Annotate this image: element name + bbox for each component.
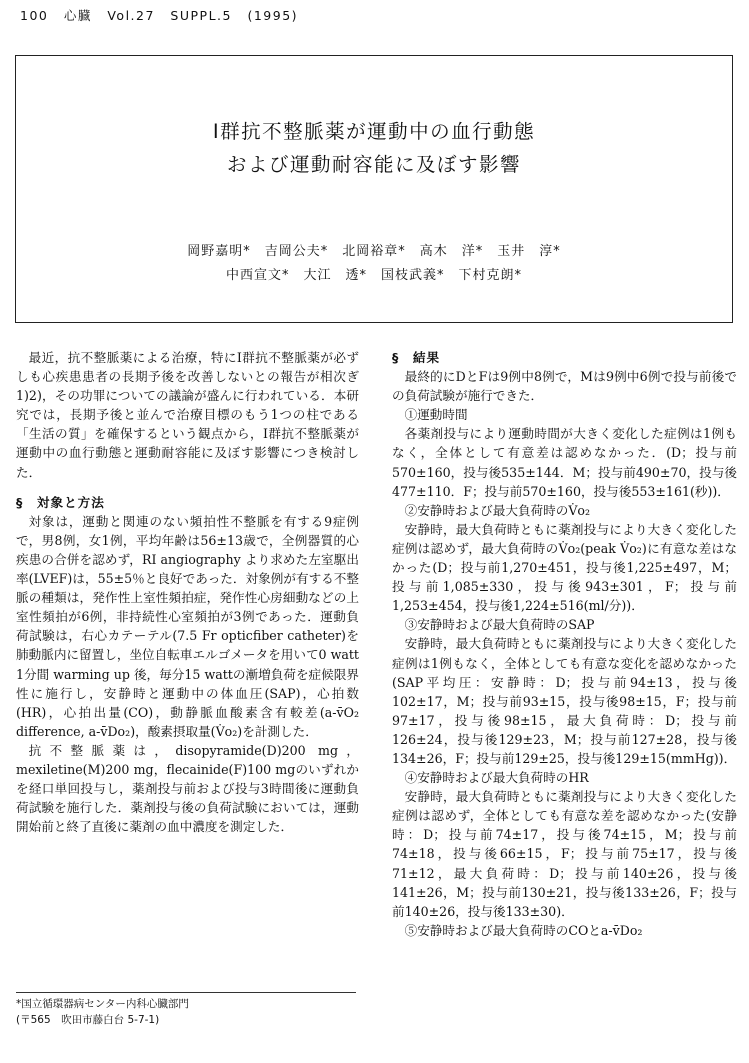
- methods-paragraph-2: 抗不整脈薬は，disopyramide(D)200 mg，mexiletine(M)200 mg，flecainide(F)100 mgのいずれかを経口単回投与し，薬剤投与前および投与3時間後に運動負荷試験を施行した．薬剤投与後の負荷試験においては，運動開始前と終了直後に薬剤の血中濃度を測定した．: [16, 742, 359, 835]
- vo2-text: 安静時，最大負荷時ともに薬剤投与により大きく変化した症例は認めず，最大負荷時のV̇o₂(peak V̇o₂)に有意な差はなかった(D；投与前1,270±451，投与後1,225±497，M；投与前1,085±330，投与後943±301，F；投与前1,253±454，投与後1,224±516(ml/分))．: [392, 521, 737, 614]
- subheading-exercise-time: ①運動時間: [404, 407, 468, 423]
- running-header: [20, 6, 308, 24]
- footnote-affiliation: *国立循環器病センター内科心臓部門: [16, 998, 189, 1010]
- page-number: 100: [20, 8, 49, 23]
- title-line-1: Ⅰ群抗不整脈薬が運動中の血行動態: [212, 120, 536, 143]
- journal-supplement: SUPPL.5: [170, 8, 232, 23]
- right-column: [392, 348, 737, 940]
- footnote-rule: [16, 992, 356, 993]
- results-heading: § 結果: [392, 350, 441, 365]
- subheading-hr: ④安静時および最大負荷時のHR: [404, 770, 589, 786]
- left-column: [16, 348, 359, 836]
- intro-paragraph: 最近，抗不整脈薬による治療，特にⅠ群抗不整脈薬が必ずしも心疾患患者の長期予後を改善しないとの報告が相次ぎ1)2)，その功罪についての議論が盛んに行われている．本研究では，長期予後と並んで治療目標のもう1つの柱である「生活の質」を確保するという観点から，Ⅰ群抗不整脈薬が運動中の血行動態と運動耐容能に及ぼす影響につき検討した．: [16, 350, 359, 480]
- hr-text: 安静時，最大負荷時ともに薬剤投与により大きく変化した症例は認めず，全体としても有意な差を認めなかった(安静時：D；投与前74±17，投与後74±15，M；投与前74±18，投与後66±15，F；投与前75±17，投与後71±12，最大負荷時：D；投与前140±26，投与後141±26，M；投与前130±21，投与後133±26，F；投与前140±26，投与後133±30)．: [392, 789, 737, 919]
- subheading-vo2: ②安静時および最大負荷時のV̇o₂: [404, 502, 591, 518]
- authors-line-1: 岡野嘉明* 吉岡公夫* 北岡裕章* 高木 洋* 玉井 淳*: [187, 244, 561, 259]
- footnote-address: (〒565 吹田市藤白台 5-7-1): [16, 1014, 160, 1026]
- methods-paragraph-1: 対象は，運動と関連のない頻拍性不整脈を有する9症例で，男8例，女1例，平均年齢は56±13歳で，全例器質的心疾患の合併を認めず，RI angiography より求めた左室駆出率(LVEF)は，55±5％と良好であった．対象例が有する不整脈の種類は，発作性上室性頻拍症，発作性心房細動などの上室性頻拍が6例，非持続性心室頻拍が3例であった．運動負荷試験は，右心カテーテル(7.5 Fr opticfiber catheter)を肺動脈内に留置し，坐位自転車エルゴメータを用いて0 watt 1分間 warming up 後，毎分15 wattの漸増負荷を症候限界性に施行し，安静時と運動中の体血圧(SAP)，心拍数(HR)，心拍出量(CO)，動静脈血酸素含有較差(a-v̄O₂ difference, a-v̄Do₂)，酸素摂取量(V̇o₂)を計測した．: [16, 513, 359, 739]
- authors-line-2: 中西宣文* 大江 透* 国枝武義* 下村克朗*: [225, 268, 522, 283]
- methods-heading: § 対象と方法: [16, 494, 105, 510]
- subheading-sap: ③安静時および最大負荷時のSAP: [404, 617, 595, 633]
- journal-year: (1995): [247, 8, 299, 23]
- title-line-2: および運動耐容能に及ぼす影響: [226, 153, 521, 176]
- exercise-time-text: 各薬剤投与により運動時間が大きく変化した症例は1例もなく，全体として有意差は認めなかった．(D；投与前570±160，投与後535±144．M；投与前490±70，投与後477±110．F；投与前570±160，投与後553±161(秒))．: [392, 426, 737, 499]
- journal-volume: Vol.27: [107, 8, 155, 23]
- title-box: [15, 55, 733, 323]
- subheading-co: ⑤安静時および最大負荷時のCOとa-v̄Do₂: [404, 922, 643, 938]
- results-paragraph-1: 最終的にDとFは9例中8例で，Mは9例中6例で投与前後での負荷試験が施行できた．: [392, 369, 737, 404]
- sap-text: 安静時，最大負荷時ともに薬剤投与により大きく変化した症例は1例もなく，全体としても有意な変化を認めなかった(SAP平均圧：安静時：D；投与前94±13，投与後102±17，M；投与前93±15，投与後98±15，F；投与前97±17，投与後98±15，最大負荷時：D；投与前126±24，投与後129±23，M；投与前127±28，投与後134±26，F；投与前129±25，投与後129±15(mmHg))．: [392, 636, 737, 766]
- journal-name: 心臓: [63, 8, 92, 23]
